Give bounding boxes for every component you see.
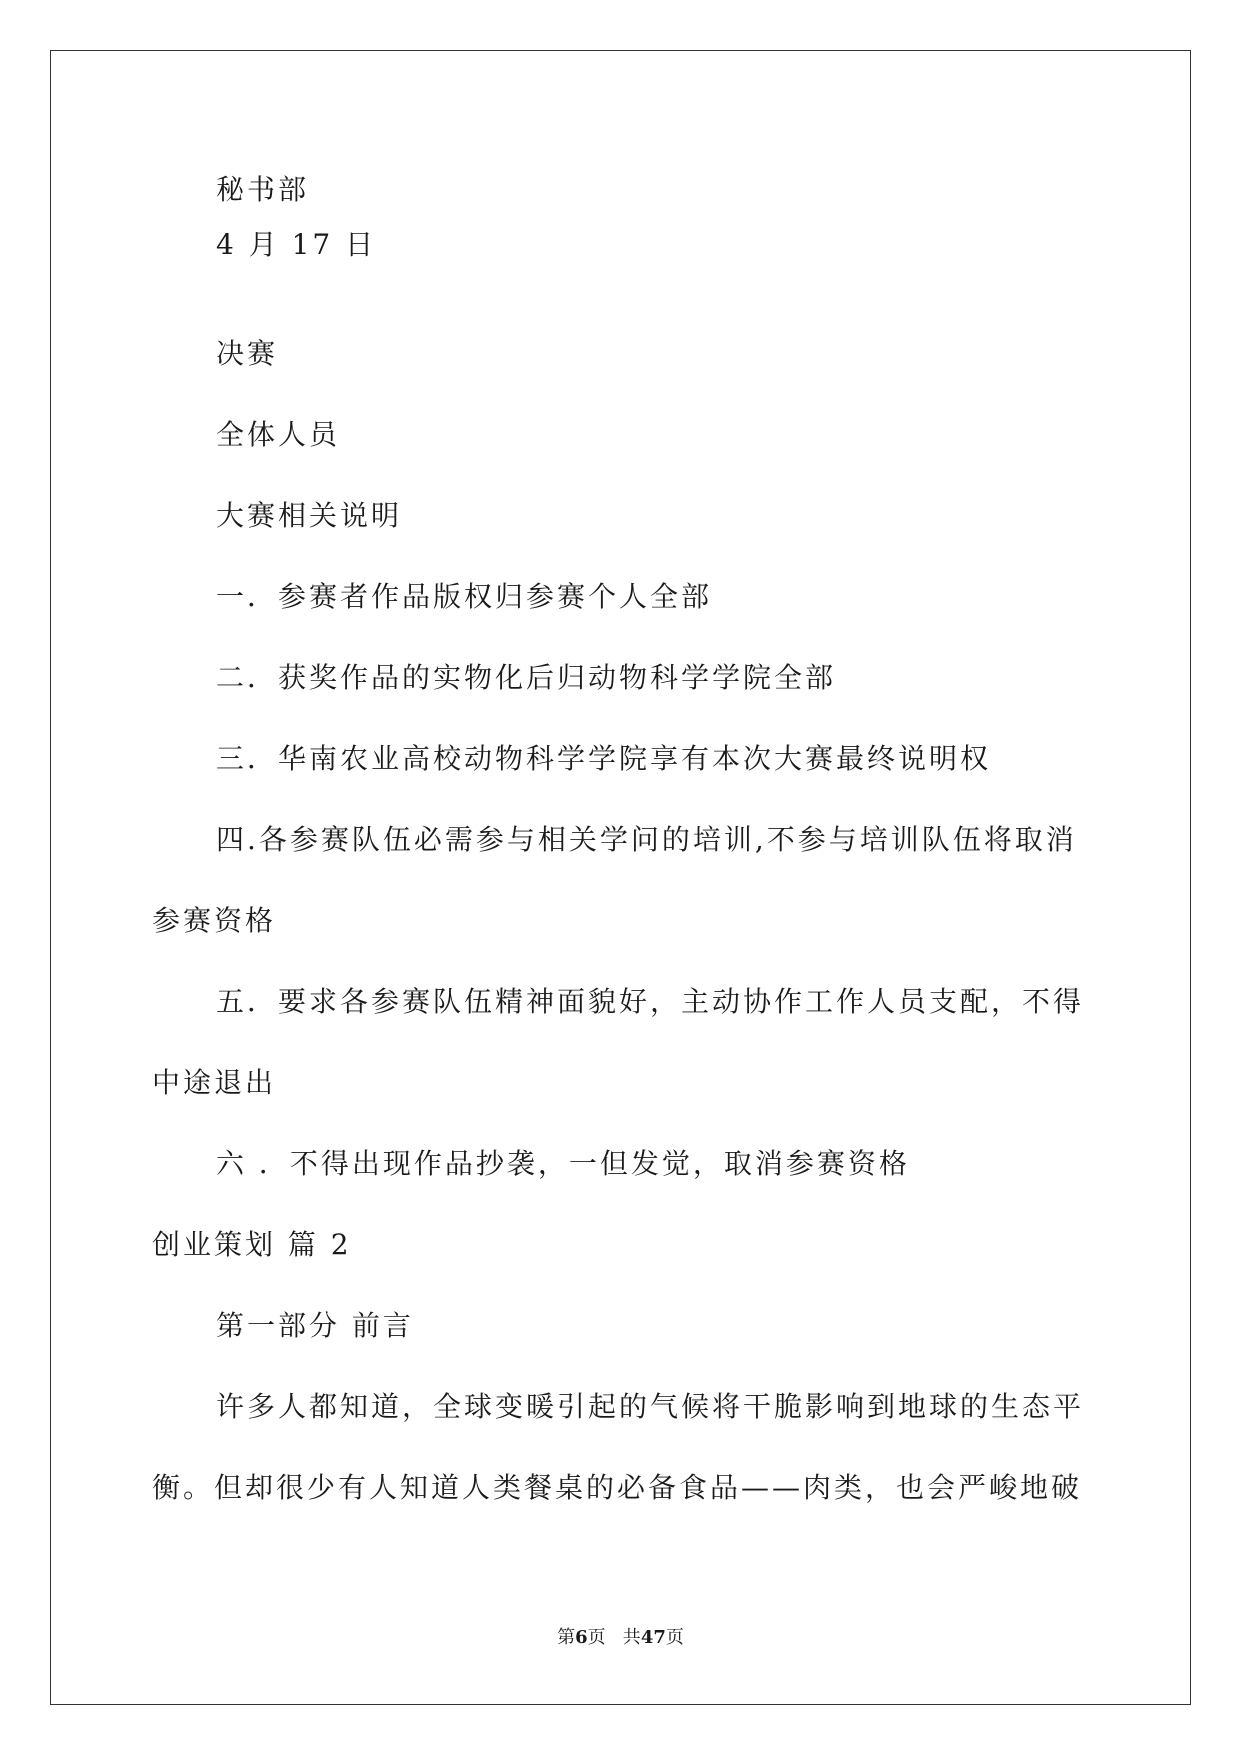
- page-border: [50, 50, 1191, 1705]
- footer-prefix: 第: [557, 1627, 576, 1648]
- footer-suffix: 页: [665, 1627, 684, 1648]
- page-footer: [0, 1627, 1241, 1649]
- footer-middle: 页 共: [587, 1627, 641, 1648]
- total-page-count: 47: [640, 1627, 666, 1648]
- section-heading: 创业策划 篇 2: [152, 1228, 352, 1261]
- text-line: 四.各参赛队伍必需参与相关学问的培训,不参与培训队伍将取消: [216, 823, 1077, 856]
- text-line: 秘书部: [216, 173, 310, 206]
- text-line: 六 ．不得出现作品抄袭，一但发觉，取消参赛资格: [216, 1147, 910, 1180]
- subsection-heading: 第一部分 前言: [216, 1309, 414, 1342]
- text-line: 全体人员: [216, 418, 341, 451]
- text-line: 决赛: [216, 337, 279, 370]
- text-line: 4 月 17 日: [216, 228, 377, 261]
- text-line: 参赛资格: [152, 904, 277, 937]
- text-line: 三．华南农业高校动物科学学院享有本次大赛最终说明权: [216, 742, 992, 775]
- text-line: 衡。但却很少有人知道人类餐桌的必备食品——肉类，也会严峻地破: [152, 1471, 1083, 1504]
- text-line: 五．要求各参赛队伍精神面貌好，主动协作工作人员支配，不得: [216, 985, 1085, 1018]
- current-page-number: 6: [575, 1627, 588, 1648]
- text-line: 一．参赛者作品版权归参赛个人全部: [216, 580, 713, 613]
- text-line: 二．获奖作品的实物化后归动物科学学院全部: [216, 661, 837, 694]
- text-line: 中途退出: [152, 1066, 277, 1099]
- text-line: 大赛相关说明: [216, 499, 403, 532]
- text-line: 许多人都知道，全球变暖引起的气候将干脆影响到地球的生态平: [216, 1390, 1085, 1423]
